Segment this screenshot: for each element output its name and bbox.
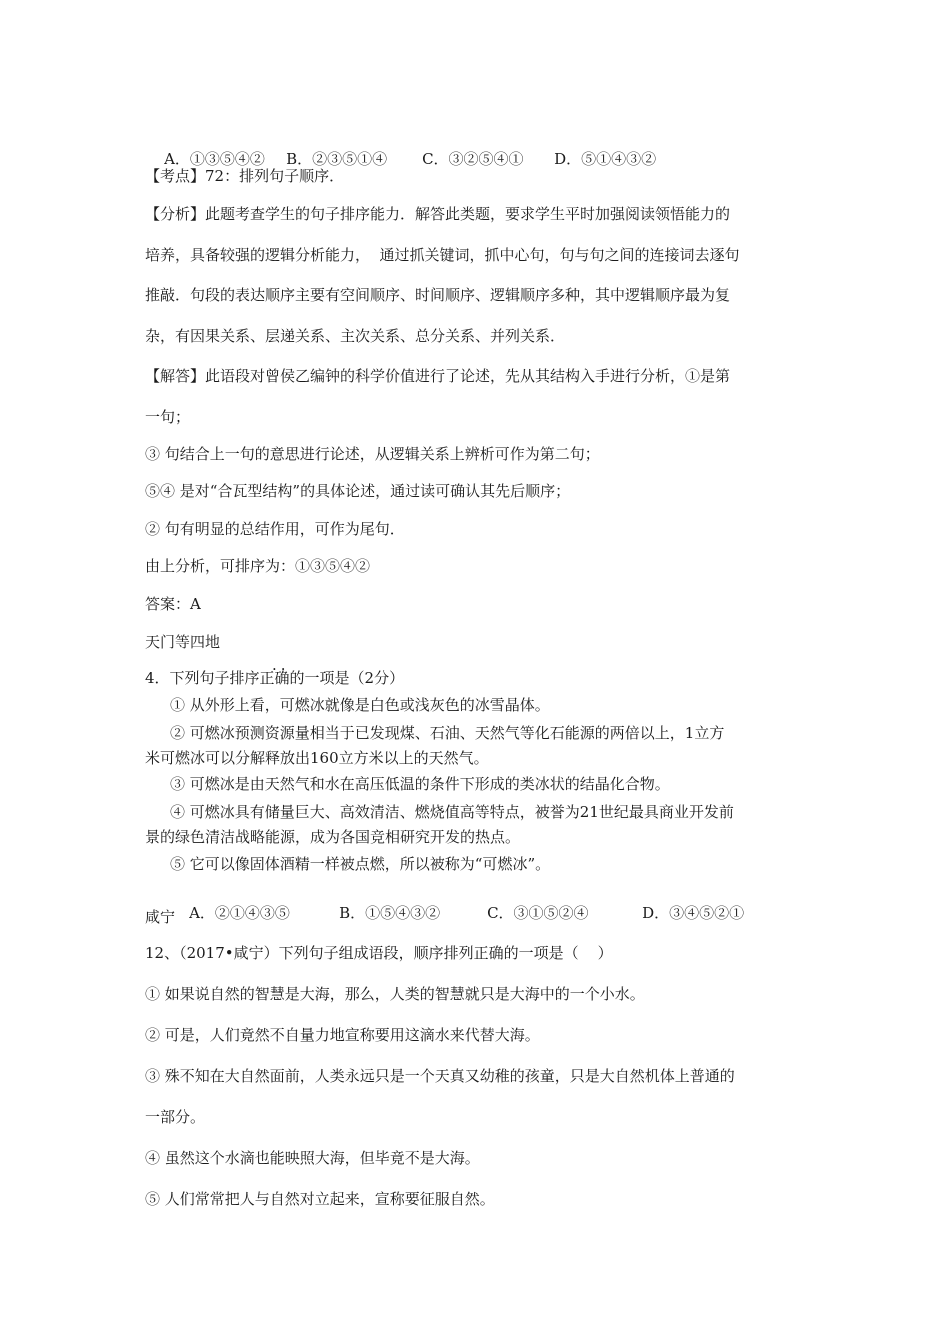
question-title: 4．下列句子排序正确的一项是（2分）: [145, 669, 405, 687]
solution-line: 由上分析，可排序为：①③⑤④②: [145, 557, 371, 575]
question-item: ① 从外形上看，可燃冰就像是白色或浅灰色的冰雪晶体。: [170, 696, 550, 714]
question-item: ② 可燃冰预测资源量相当于已发现煤、石油、天然气等化石能源的两倍以上，1立方: [170, 724, 725, 742]
option-b: B．①⑤④③②: [339, 904, 441, 922]
question-title: 12、（2017•咸宁）下列句子组成语段，顺序排列正确的一项是（ ）: [145, 944, 613, 962]
question-item: ⑤ 它可以像固体酒精一样被点燃，所以被称为“可燃冰”。: [170, 855, 551, 873]
question-item: ① 如果说自然的智慧是大海，那么，人类的智慧就只是大海中的一个小水。: [145, 985, 645, 1003]
question-item-continued: 米可燃冰可以分解释放出160立方米以上的天然气。: [145, 749, 489, 767]
option-a: A．②①④③⑤: [189, 904, 290, 922]
answer-options-row: [170, 883, 744, 943]
option-c: C．③②⑤④①: [422, 150, 524, 168]
analysis-line: 培养，具备较强的逻辑分析能力， 通过抓关键词，抓中心句，句与句之间的连接词去逐句: [145, 246, 740, 264]
question-item: ③ 殊不知在大自然面前，人类永远只是一个天真又幼稚的孩童，只是大自然机体上普通的: [145, 1067, 735, 1085]
question-item-continued: 一部分。: [145, 1108, 206, 1126]
solution-line: ② 句有明显的总结作用，可作为尾句．: [145, 520, 405, 538]
analysis-line: 【分析】此题考查学生的句子排序能力．解答此类题，要求学生平时加强阅读领悟能力的: [145, 205, 731, 223]
option-d: D．③④⑤②①: [642, 904, 745, 922]
option-b: B．②③⑤①④: [286, 150, 388, 168]
solution-line: 一句；: [145, 408, 191, 426]
region-label: 咸宁: [145, 908, 176, 926]
solution-line: ⑤④ 是对“合瓦型结构”的具体论述，通过读可确认其先后顺序；: [145, 482, 571, 500]
kaodian-line: 【考点】72：排列句子顺序．: [145, 167, 345, 185]
question-item-continued: 景的绿色清洁战略能源，成为各国竞相研究开发的热点。: [145, 828, 521, 846]
option-d: D．⑤①④③②: [554, 150, 657, 168]
question-item: ④ 虽然这个水滴也能映照大海，但毕竟不是大海。: [145, 1149, 480, 1167]
region-label: 天门等四地: [145, 633, 221, 651]
emphasis-dots: ..: [272, 656, 290, 674]
question-item: ③ 可燃冰是由天然气和水在高压低温的条件下形成的类冰状的结晶化合物。: [170, 775, 670, 793]
question-item: ④ 可燃冰具有储量巨大、高效清洁、燃烧值高等特点，被誉为21世纪最具商业开发前: [170, 803, 734, 821]
analysis-line: 杂，有因果关系、层递关系、主次关系、总分关系、并列关系．: [145, 327, 566, 345]
answer-line: 答案：A: [145, 595, 201, 613]
solution-line: ③ 句结合上一句的意思进行论述，从逻辑关系上辨析可作为第二句；: [145, 445, 600, 463]
question-item: ⑤ 人们常常把人与自然对立起来，宣称要征服自然。: [145, 1190, 495, 1208]
solution-line: 【解答】此语段对曾侯乙编钟的科学价值进行了论述，先从其结构入手进行分析，①是第: [145, 367, 731, 385]
option-c: C．③①⑤②④: [487, 904, 589, 922]
analysis-line: 推敲．句段的表达顺序主要有空间顺序、时间顺序、逻辑顺序多种，其中逻辑顺序最为复: [145, 286, 731, 304]
option-a: A．①③⑤④②: [164, 150, 265, 168]
question-item: ② 可是，人们竟然不自量力地宣称要用这滴水来代替大海。: [145, 1026, 540, 1044]
